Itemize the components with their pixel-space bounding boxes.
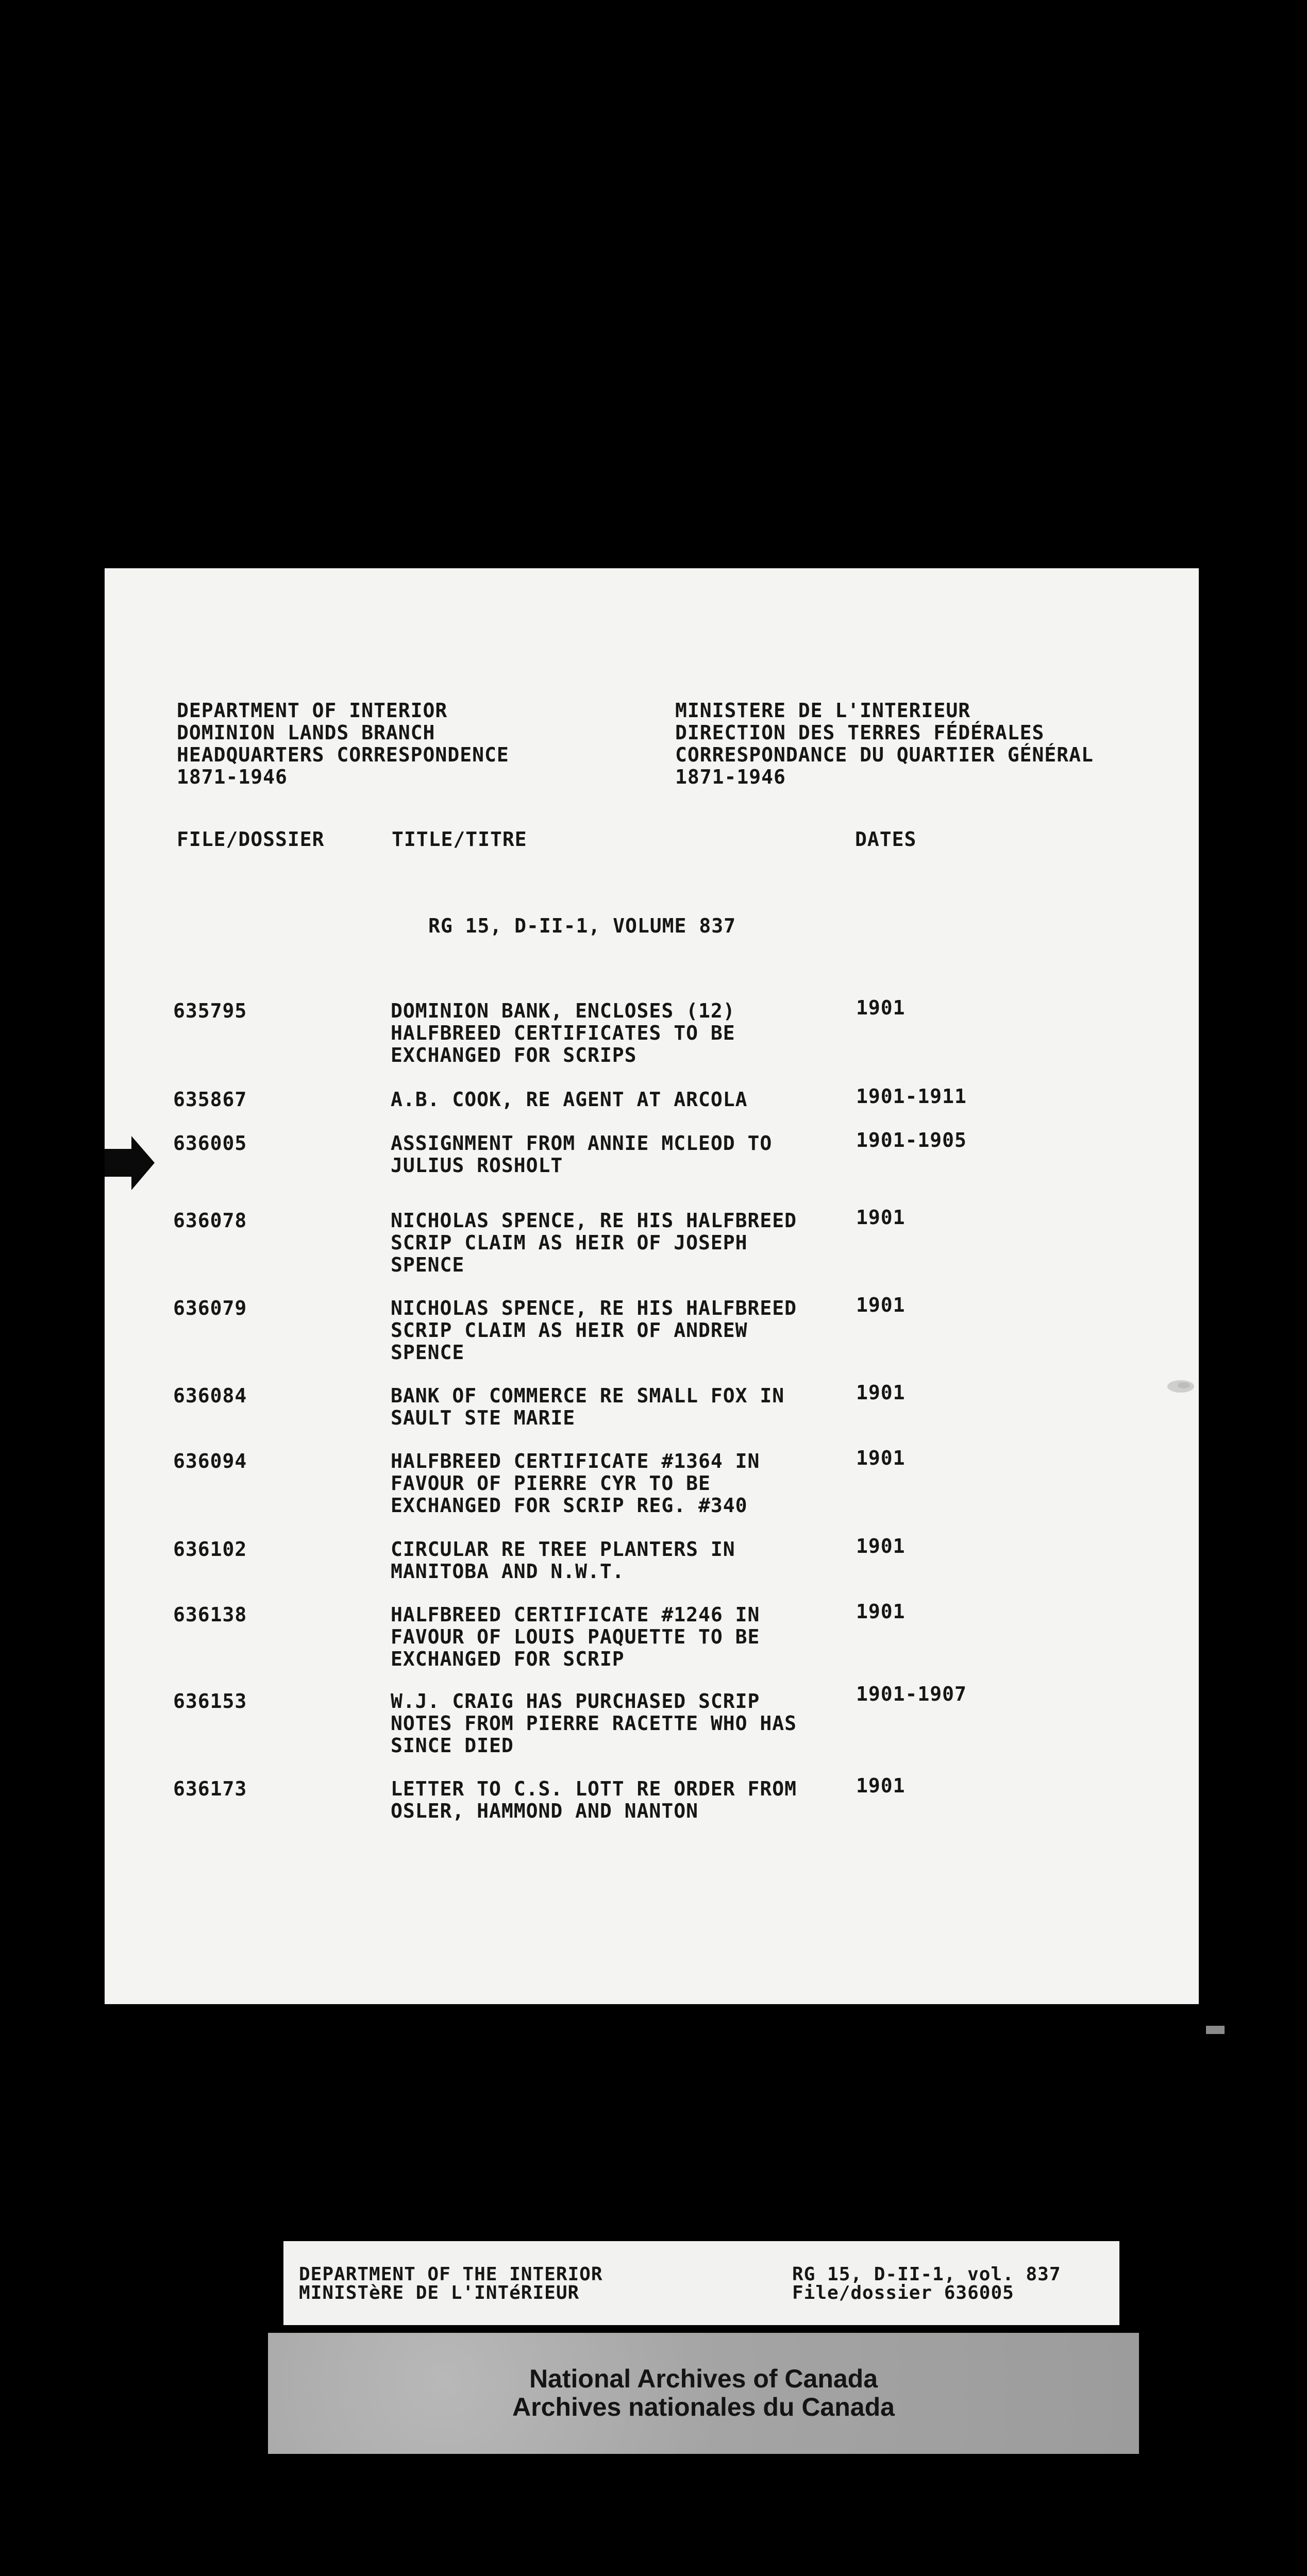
entry-title bbox=[391, 1210, 797, 1276]
label-department bbox=[299, 2265, 603, 2302]
entry-title-line: SCRIP CLAIM AS HEIR OF ANDREW bbox=[391, 1319, 748, 1342]
entry-title-line: A.B. COOK, RE AGENT AT ARCOLA bbox=[391, 1088, 748, 1111]
entry-dates: 1901 bbox=[856, 1294, 906, 1316]
entry-title-line: SCRIP CLAIM AS HEIR OF JOSEPH bbox=[391, 1231, 748, 1254]
entry-title bbox=[391, 1604, 760, 1670]
entry-dates: 1901 bbox=[856, 1381, 906, 1404]
entry-file-number: 636078 bbox=[173, 1209, 247, 1232]
entry-title bbox=[391, 1385, 784, 1429]
label-line: File/dossier 636005 bbox=[792, 2282, 1014, 2303]
header-line: 1871-1946 bbox=[675, 766, 786, 788]
header-line: HEADQUARTERS CORRESPONDENCE bbox=[177, 743, 509, 766]
entry-title bbox=[391, 1132, 772, 1177]
entry-title-line: MANITOBA AND N.W.T. bbox=[391, 1560, 625, 1583]
entry-file-number: 636102 bbox=[173, 1538, 247, 1561]
entry-title-line: OSLER, HAMMOND AND NANTON bbox=[391, 1800, 698, 1822]
entry-file-number: 636084 bbox=[173, 1384, 247, 1407]
reference-label-card bbox=[283, 2241, 1119, 2325]
entry-dates: 1901-1911 bbox=[856, 1085, 967, 1108]
entry-title-line: SPENCE bbox=[391, 1253, 465, 1276]
header-english bbox=[177, 700, 509, 788]
entry-title bbox=[391, 1450, 760, 1517]
label-file-reference bbox=[792, 2265, 1061, 2302]
entry-title-line: HALFBREED CERTIFICATE #1246 IN bbox=[391, 1603, 760, 1626]
entry-title-line: W.J. CRAIG HAS PURCHASED SCRIP bbox=[391, 1690, 760, 1713]
smudge-mark bbox=[1161, 1376, 1197, 1397]
entry-dates: 1901 bbox=[856, 996, 906, 1019]
archives-name-english: National Archives of Canada bbox=[529, 2364, 878, 2393]
entry-title-line: NICHOLAS SPENCE, RE HIS HALFBREED bbox=[391, 1297, 797, 1319]
archives-name-french: Archives nationales du Canada bbox=[512, 2393, 895, 2421]
film-mark bbox=[1206, 2026, 1225, 2034]
entry-title bbox=[391, 1000, 735, 1066]
entry-title bbox=[391, 1297, 797, 1364]
entry-dates: 1901 bbox=[856, 1447, 906, 1469]
label-line: DEPARTMENT OF THE INTERIOR bbox=[299, 2264, 603, 2285]
label-line: RG 15, D-II-1, vol. 837 bbox=[792, 2264, 1061, 2285]
entry-title-line: SAULT STE MARIE bbox=[391, 1406, 576, 1429]
entry-file-number: 636094 bbox=[173, 1450, 247, 1472]
header-line: DOMINION LANDS BRANCH bbox=[177, 721, 435, 744]
entry-dates: 1901 bbox=[856, 1206, 906, 1229]
entry-title-line: JULIUS ROSHOLT bbox=[391, 1154, 563, 1177]
header-line: MINISTERE DE L'INTERIEUR bbox=[675, 699, 971, 722]
header-line: 1871-1946 bbox=[177, 766, 288, 788]
entry-title-line: LETTER TO C.S. LOTT RE ORDER FROM bbox=[391, 1777, 797, 1800]
header-line: CORRESPONDANCE DU QUARTIER GÉNÉRAL bbox=[675, 743, 1094, 766]
entry-file-number: 636005 bbox=[173, 1132, 247, 1155]
entry-file-number: 635795 bbox=[173, 999, 247, 1022]
entry-title-line: FAVOUR OF LOUIS PAQUETTE TO BE bbox=[391, 1625, 760, 1648]
entry-title-line: ASSIGNMENT FROM ANNIE MCLEOD TO bbox=[391, 1132, 773, 1155]
entry-title bbox=[391, 1538, 735, 1583]
arrow-pointer-icon bbox=[105, 1133, 156, 1193]
column-header-title: TITLE/TITRE bbox=[392, 828, 527, 851]
entry-title-line: FAVOUR OF PIERRE CYR TO BE bbox=[391, 1472, 711, 1495]
entry-dates: 1901 bbox=[856, 1600, 906, 1623]
entry-title-line: SINCE DIED bbox=[391, 1734, 514, 1757]
entry-title-line: HALFBREED CERTIFICATES TO BE bbox=[391, 1022, 735, 1044]
header-line: DIRECTION DES TERRES FÉDÉRALES bbox=[675, 721, 1045, 744]
entry-dates: 1901-1907 bbox=[856, 1683, 967, 1705]
entry-file-number: 636138 bbox=[173, 1603, 247, 1626]
entry-dates: 1901 bbox=[856, 1535, 906, 1557]
entry-title-line: NICHOLAS SPENCE, RE HIS HALFBREED bbox=[391, 1209, 797, 1232]
entry-dates: 1901-1905 bbox=[856, 1129, 967, 1151]
header-french bbox=[675, 700, 1094, 788]
entry-file-number: 636173 bbox=[173, 1777, 247, 1800]
entry-dates: 1901 bbox=[856, 1774, 906, 1797]
header-line: DEPARTMENT OF INTERIOR bbox=[177, 699, 448, 722]
entry-title-line: SPENCE bbox=[391, 1341, 465, 1364]
entry-title-line: EXCHANGED FOR SCRIP bbox=[391, 1648, 625, 1670]
column-header-file: FILE/DOSSIER bbox=[177, 828, 325, 851]
entry-title-line: NOTES FROM PIERRE RACETTE WHO HAS bbox=[391, 1712, 797, 1735]
entry-title-line: CIRCULAR RE TREE PLANTERS IN bbox=[391, 1538, 735, 1561]
entry-title bbox=[391, 1690, 797, 1757]
document-page bbox=[105, 568, 1199, 2004]
entry-title bbox=[391, 1778, 797, 1822]
entry-title-line: EXCHANGED FOR SCRIP REG. #340 bbox=[391, 1494, 748, 1517]
column-header-dates: DATES bbox=[855, 828, 917, 851]
archives-banner bbox=[268, 2333, 1139, 2454]
entry-title bbox=[391, 1089, 747, 1111]
entry-title-line: BANK OF COMMERCE RE SMALL FOX IN bbox=[391, 1384, 785, 1407]
entry-title-line: EXCHANGED FOR SCRIPS bbox=[391, 1044, 637, 1066]
entry-title-line: DOMINION BANK, ENCLOSES (12) bbox=[391, 999, 735, 1022]
label-line: MINISTèRE DE L'INTéRIEUR bbox=[299, 2282, 580, 2303]
entry-file-number: 636153 bbox=[173, 1690, 247, 1713]
entry-title-line: HALFBREED CERTIFICATE #1364 IN bbox=[391, 1450, 760, 1472]
volume-reference: RG 15, D-II-1, VOLUME 837 bbox=[428, 914, 736, 937]
entry-file-number: 636079 bbox=[173, 1297, 247, 1319]
entry-file-number: 635867 bbox=[173, 1088, 247, 1111]
